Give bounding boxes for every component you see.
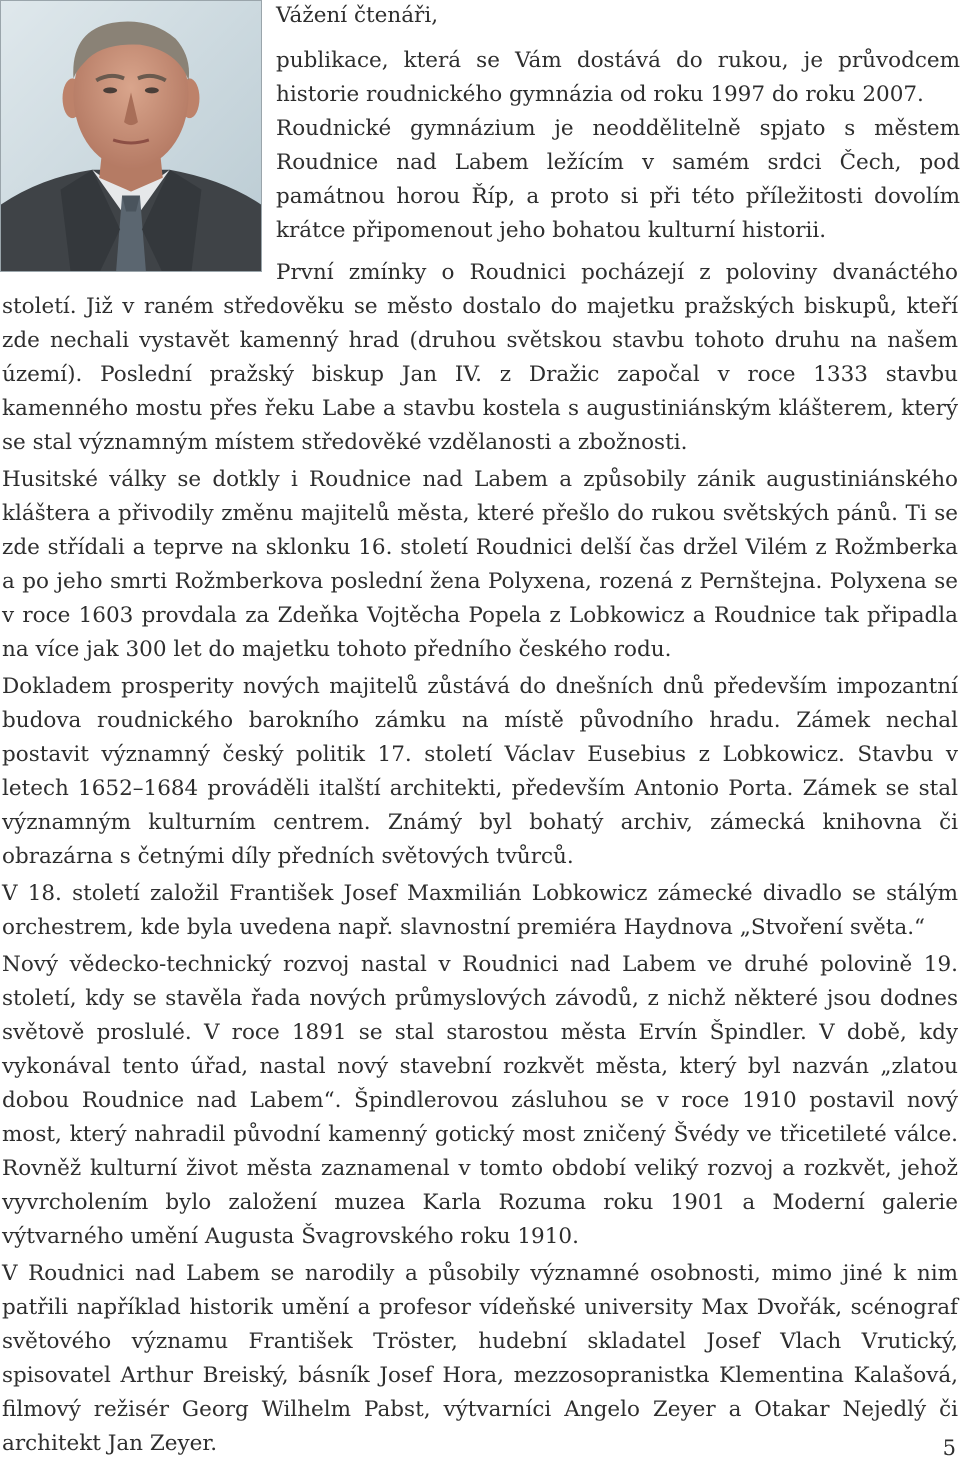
main-text <box>2 256 958 1461</box>
body-paragraph: V 18. století založil František Josef Maxmilián Lobkowicz zámecké divadlo se stálým orchestrem, kde byla uvedena např. slavnostní premiéra Haydnova „Stvoření světa.“ <box>2 881 958 940</box>
portrait-illustration <box>1 1 261 271</box>
body-paragraph: Dokladem prosperity nových majitelů zůstává do dnešních dnů především impozantní budova roudnického barokního zámku na místě původního hradu. Zámek nechal postavit významný český politik 17. století Václav Eusebius z Lobkowicz. Stavbu v letech 1652–1684 prováděli italští architekti, především Antonio Porta. Zámek se stal významným kulturním centrem. Známý byl bohatý archiv, zámecká knihovna či obrazárna s četnými díly předních světových tvůrců. <box>2 674 958 869</box>
body-paragraph: První zmínky o Roudnici pocházejí z poloviny dvanáctého století. Již v raném středověku se město dostalo do majetku pražských biskupů, kteří zde nechali vystavět kamenný hrad (druhou světskou stavbu tohoto druhu na našem území). Poslední pražský biskup Jan IV. z Dražic započal v roce 1333 stavbu kamenného mostu přes řeku Labe a stavbu kostela s augustiniánským klášterem, který se stal významným místem středověké vzdělanosti a zbožnosti. <box>2 260 958 455</box>
body-paragraph: Nový vědecko-technický rozvoj nastal v Roudnici nad Labem ve druhé polovině 19. století, kdy se stavěla řada nových průmyslových závodů, z nichž některé jsou dodnes světově proslulé. V roce 1891 se stal starostou města Ervín Špindler. V době, kdy vykonával tento úřad, nastal nový stavební rozkvět města, který byl nazván „zlatou dobou Roudnice nad Labem“. Špindlerovou zásluhou se v roce 1910 postavil nový most, který nahradil původní kamenný gotický most zničený Švédy ve třicetileté válce. Rovněž kulturní život města zaznamenal v tomto období veliký rozvoj a rozkvět, jehož vyvrcholením bylo založení muzea Karla Rozuma roku 1901 a Moderní galerie výtvarného umění Augusta Švagrovského roku 1910. <box>2 952 958 1249</box>
body-paragraph: Husitské války se dotkly i Roudnice nad Labem a způsobily zánik augustiniánského kláštera a přivodily změnu majitelů města, které přešlo do rukou světských pánů. Ti se zde střídali a teprve na sklonku 16. století Roudnici delší čas držel Vilém z Rožmberka a po jeho smrti Rožmberkova poslední žena Polyxena, rozená z Pernštejna. Polyxena se v roce 1603 provdala za Zdeňka Vojtěcha Popela z Lobkowicz a Roudnice tak připadla na více jak 300 let do majetku tohoto předního českého rodu. <box>2 467 958 662</box>
intro-block <box>276 0 960 248</box>
page-number: 5 <box>942 1436 956 1460</box>
intro-paragraph: Roudnické gymnázium je neoddělitelně spjato s městem Roudnice nad Labem ležícím v samém srdci Čech, pod památnou horou Říp, a proto si při této příležitosti dovolím krátce připomenout jeho bohatou kulturní historii. <box>276 116 960 243</box>
salutation: Vážení čtenáři, <box>276 3 439 28</box>
body-paragraph: V Roudnici nad Labem se narodily a působily významné osobnosti, mimo jiné k nim patřili například historik umění a profesor vídeňské university Max Dvořák, scénograf světového významu František Tröster, hudební skladatel Josef Vlach Vrutický, spisovatel Arthur Breiský, básník Josef Hora, mezzosopranistka Klementina Kalašová, filmový režisér Georg Wilhelm Pabst, výtvarníci Angelo Zeyer a Otakar Nejedlý či architekt Jan Zeyer. <box>2 1261 958 1456</box>
intro-paragraph: publikace, která se Vám dostává do rukou, je průvodcem historie roudnického gymnázia od roku 1997 do roku 2007. <box>276 48 960 107</box>
author-portrait-photo <box>0 0 262 272</box>
